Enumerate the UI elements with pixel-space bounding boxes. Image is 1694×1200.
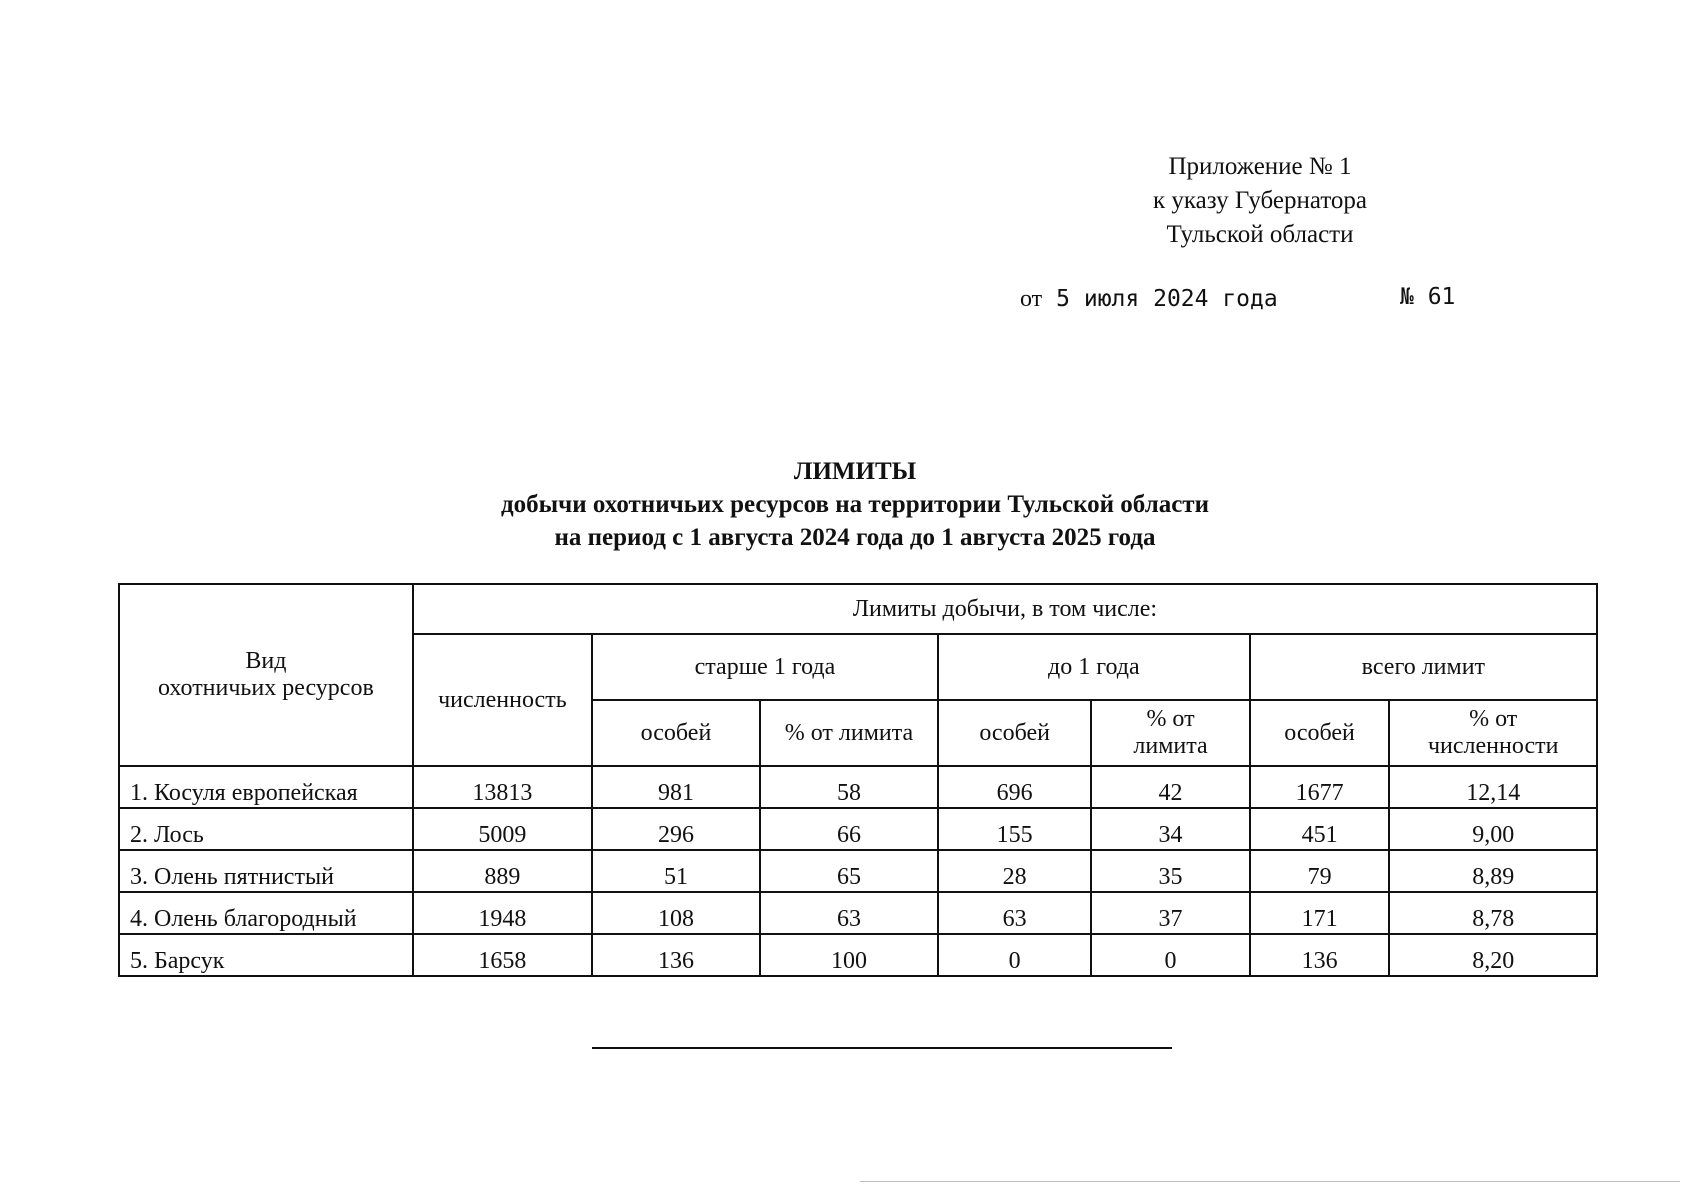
closing-rule [592, 1047, 1172, 1049]
cell-younger-count: 28 [938, 850, 1091, 892]
cell-total-count: 1677 [1250, 766, 1390, 808]
table-row [119, 808, 1597, 850]
header-older: старше 1 года [592, 634, 938, 700]
cell-younger-pct: 37 [1091, 892, 1249, 934]
appendix-header [1100, 150, 1420, 252]
cell-younger-count: 155 [938, 808, 1091, 850]
cell-total-count: 79 [1250, 850, 1390, 892]
cell-total-pct: 8,20 [1389, 934, 1597, 976]
appendix-line-3: Тульской области [1166, 221, 1354, 248]
cell-name: 3. Олень пятнистый [119, 850, 413, 892]
cell-older-count: 981 [592, 766, 760, 808]
cell-total-pct: 8,78 [1389, 892, 1597, 934]
cell-older-pct: 100 [760, 934, 938, 976]
cell-population: 1948 [413, 892, 592, 934]
cell-older-count: 51 [592, 850, 760, 892]
cell-total-count: 171 [1250, 892, 1390, 934]
header-younger-pct-line-2: лимита [1133, 733, 1208, 759]
cell-population: 5009 [413, 808, 592, 850]
cell-population: 13813 [413, 766, 592, 808]
header-species-line-1: Вид [245, 648, 287, 674]
cell-name: 4. Олень благородный [119, 892, 413, 934]
header-total-count: особей [1250, 700, 1390, 766]
cell-younger-count: 696 [938, 766, 1091, 808]
cell-older-pct: 63 [760, 892, 938, 934]
cell-older-pct: 58 [760, 766, 938, 808]
header-row-1 [119, 584, 1597, 634]
cell-name: 1. Косуля европейская [119, 766, 413, 808]
cell-name: 2. Лось [119, 808, 413, 850]
cell-younger-count: 63 [938, 892, 1091, 934]
title-line-3: на период с 1 августа 2024 года до 1 августа 2025 года [554, 524, 1156, 551]
header-older-pct: % от лимита [760, 700, 938, 766]
cell-older-pct: 66 [760, 808, 938, 850]
table-body [119, 766, 1597, 976]
scan-edge-line [860, 1181, 1680, 1182]
decree-date-prefix: от [1020, 286, 1043, 312]
cell-older-pct: 65 [760, 850, 938, 892]
cell-population: 889 [413, 850, 592, 892]
limits-table [118, 583, 1598, 977]
header-younger-pct [1091, 700, 1249, 766]
cell-older-count: 108 [592, 892, 760, 934]
header-total-pct-line-2: численности [1427, 733, 1559, 759]
header-total-pct [1389, 700, 1597, 766]
appendix-line-2: к указу Губернатора [1152, 187, 1368, 214]
table-row [119, 934, 1597, 976]
header-younger-pct-line-1: % от [1146, 706, 1195, 732]
cell-total-count: 451 [1250, 808, 1390, 850]
cell-younger-pct: 35 [1091, 850, 1249, 892]
header-total: всего лимит [1250, 634, 1597, 700]
decree-date-value: 5 июля 2024 года [1056, 286, 1278, 312]
cell-younger-count: 0 [938, 934, 1091, 976]
header-species-line-2: охотничьих ресурсов [158, 675, 374, 701]
header-younger-count: особей [938, 700, 1091, 766]
cell-younger-pct: 42 [1091, 766, 1249, 808]
cell-name: 5. Барсук [119, 934, 413, 976]
header-population: численность [413, 634, 592, 766]
header-younger: до 1 года [938, 634, 1250, 700]
cell-total-pct: 8,89 [1389, 850, 1597, 892]
header-total-pct-line-1: % от [1469, 706, 1518, 732]
decree-date [1020, 284, 1278, 313]
header-older-count: особей [592, 700, 760, 766]
cell-older-count: 136 [592, 934, 760, 976]
decree-number: № 61 [1400, 284, 1456, 310]
appendix-line-1: Приложение № 1 [1168, 153, 1352, 180]
header-species [119, 584, 413, 766]
title-line-2: добычи охотничьих ресурсов на территории Тульской области [501, 491, 1209, 518]
cell-population: 1658 [413, 934, 592, 976]
cell-younger-pct: 0 [1091, 934, 1249, 976]
cell-older-count: 296 [592, 808, 760, 850]
cell-total-count: 136 [1250, 934, 1390, 976]
cell-total-pct: 12,14 [1389, 766, 1597, 808]
document-title [0, 455, 1694, 554]
table-row [119, 850, 1597, 892]
title-line-1: ЛИМИТЫ [793, 458, 917, 485]
table-row [119, 766, 1597, 808]
cell-total-pct: 9,00 [1389, 808, 1597, 850]
header-limits: Лимиты добычи, в том числе: [413, 584, 1597, 634]
cell-younger-pct: 34 [1091, 808, 1249, 850]
table-row [119, 892, 1597, 934]
